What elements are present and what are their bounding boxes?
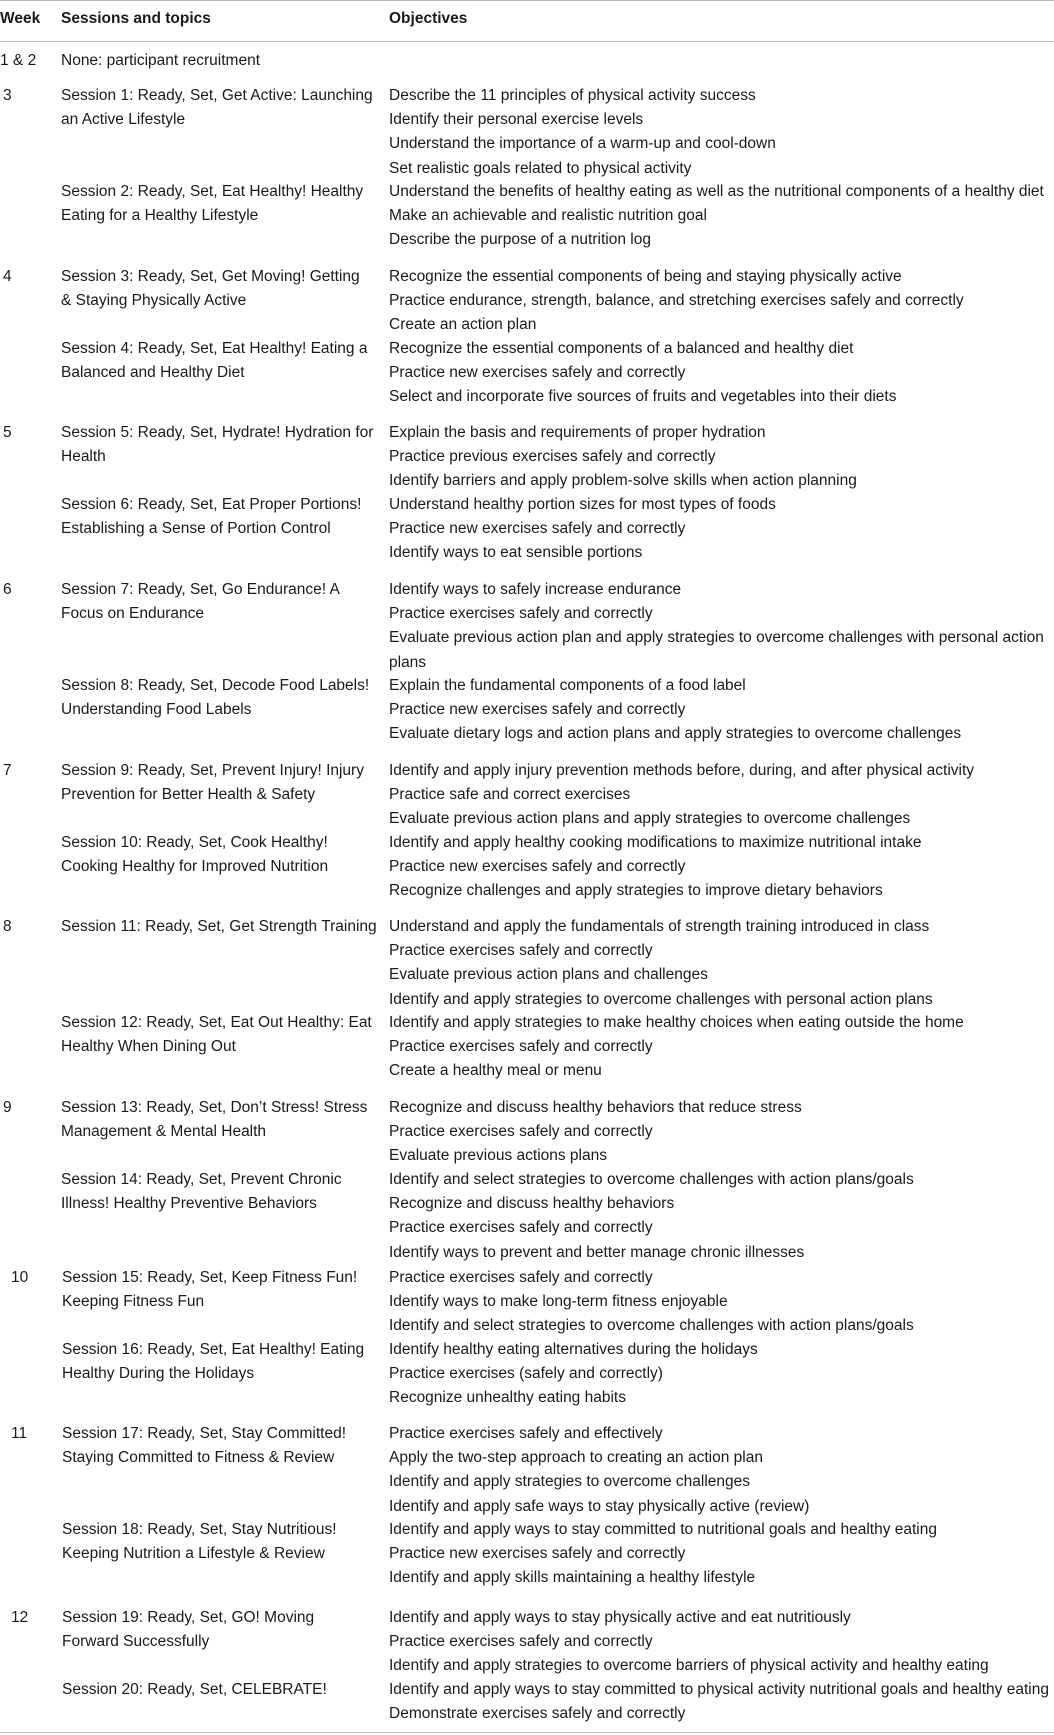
session-title-line: Session 12: Ready, Set, Eat Out Healthy: Eat [61,1014,372,1031]
objective-item: Recognize and discuss healthy behaviors that reduce stress [389,1099,802,1116]
objective-item: Recognize unhealthy eating habits [389,1389,626,1407]
session-title-line: Session 14: Ready, Set, Prevent Chronic [61,1171,342,1188]
objective-item: Identify and apply healthy cooking modifications to maximize nutritional intake [389,834,922,851]
session-title-line: None: participant recruitment [61,52,261,69]
objective-item: Identify ways to make long-term fitness enjoyable [389,1293,728,1311]
session-title-line: Session 13: Ready, Set, Don’t Stress! Stress [61,1099,368,1116]
session-title-line: Staying Committed to Fitness & Review [62,1449,335,1467]
objective-item: Evaluate previous actions plans [389,1147,607,1165]
table-top-rule [0,0,1054,1]
objective-item: Practice new exercises safely and correctly [389,520,686,538]
session-title-line: Session 20: Ready, Set, CELEBRATE! [62,1681,327,1698]
week-cell: 4 [3,268,12,285]
session-title-line: Session 2: Ready, Set, Eat Healthy! Healthy [61,183,364,200]
objective-item: Practice endurance, strength, balance, and stretching exercises safely and correctly [389,292,964,310]
header-week: Week [0,10,41,27]
session-title-line: Keeping Nutrition a Lifestyle & Review [62,1545,325,1563]
objective-item: Describe the purpose of a nutrition log [389,231,651,249]
week-cell: 9 [3,1099,12,1116]
objective-item: Identify and apply strategies to overcome challenges with personal action plans [389,990,933,1008]
objective-item: Identify and select strategies to overcome challenges with action plans/goals [389,1171,914,1188]
objective-item: Identify their personal exercise levels [389,111,644,129]
week-cell: 12 [11,1609,29,1626]
session-title-line: Healthy During the Holidays [62,1365,255,1383]
objective-item: Evaluate previous action plans and apply strategies to overcome challenges [389,810,911,828]
objective-item: Practice exercises safely and correctly [389,1633,653,1651]
objective-item: Make an achievable and realistic nutrition goal [389,207,707,225]
objective-item: Understand healthy portion sizes for most types of foods [389,496,776,513]
session-title-line: Session 17: Ready, Set, Stay Committed! [62,1425,347,1442]
session-title-line: Management & Mental Health [61,1123,267,1141]
objective-item: Identify ways to safely increase endurance [389,581,682,598]
objective-item: Identify and apply strategies to make healthy choices when eating outside the home [389,1014,964,1031]
objective-item: Recognize the essential components of a balanced and healthy diet [389,340,854,357]
objective-item: Practice exercises safely and correctly [389,942,653,960]
objective-item: Practice exercises safely and correctly [389,1269,653,1286]
objective-item: Identify and apply ways to stay physically active and eat nutritiously [389,1609,851,1626]
objective-item: Practice exercises safely and correctly [389,1123,653,1141]
objective-item: Describe the 11 principles of physical activity success [389,87,756,104]
session-title-line: Session 3: Ready, Set, Get Moving! Getting [61,268,360,285]
session-title-line: Session 5: Ready, Set, Hydrate! Hydration for [61,424,374,441]
session-title-line: Session 6: Ready, Set, Eat Proper Portions! [61,496,362,513]
header-objectives: Objectives [389,10,468,27]
objective-item: Understand the importance of a warm-up and cool-down [389,135,776,153]
session-title-line: Session 9: Ready, Set, Prevent Injury! Injury [61,762,364,779]
objective-item: Create an action plan [389,316,537,334]
objective-item: Set realistic goals related to physical activity [389,159,692,177]
session-title-line: Cooking Healthy for Improved Nutrition [61,858,329,876]
week-cell: 1 & 2 [0,52,37,69]
objective-item: Recognize and discuss healthy behaviors [389,1195,675,1213]
week-cell: 11 [11,1425,28,1442]
week-cell: 10 [11,1269,29,1286]
objective-item: Identify healthy eating alternatives during the holidays [389,1341,758,1358]
objective-item: Evaluate dietary logs and action plans and apply strategies to overcome challenges [389,725,962,743]
objective-item: Explain the basis and requirements of proper hydration [389,424,766,441]
session-title-line: Session 11: Ready, Set, Get Strength Training [61,918,377,935]
session-title-line: an Active Lifestyle [61,111,186,129]
objective-item: plans [389,653,427,671]
session-title-line: Prevention for Better Health & Safety [61,786,316,804]
session-title-line: Understanding Food Labels [61,701,252,719]
objective-item: Practice new exercises safely and correctly [389,858,686,876]
objective-item: Explain the fundamental components of a food label [389,677,746,694]
session-title-line: Session 4: Ready, Set, Eat Healthy! Eating a [61,340,368,357]
objective-item: Identify and apply ways to stay committed to nutritional goals and healthy eating [389,1521,937,1538]
objective-item: Recognize the essential components of being and staying physically active [389,268,902,285]
objective-item: Understand and apply the fundamentals of strength training introduced in class [389,918,930,935]
week-cell: 8 [3,918,12,935]
session-title-line: Session 10: Ready, Set, Cook Healthy! [61,834,328,851]
session-title-line: Session 18: Ready, Set, Stay Nutritious! [62,1521,337,1538]
objective-item: Practice exercises safely and effectively [389,1425,663,1442]
objective-item: Identify and apply ways to stay committed to physical activity nutritional goals and healthy eating [389,1681,1049,1698]
objective-item: Select and incorporate five sources of fruits and vegetables into their diets [389,388,897,406]
objective-item: Practice exercises (safely and correctly) [389,1365,663,1383]
objective-item: Evaluate previous action plan and apply strategies to overcome challenges with personal action [389,629,1044,647]
session-title-line: Balanced and Healthy Diet [61,364,245,382]
session-title-line: Illness! Healthy Preventive Behaviors [61,1195,317,1213]
session-title-line: Session 19: Ready, Set, GO! Moving [62,1609,315,1626]
objective-item: Practice exercises safely and correctly [389,605,653,623]
session-title-line: Forward Successfully [62,1633,210,1651]
session-title-line: Health [61,448,106,466]
session-title-line: Session 7: Ready, Set, Go Endurance! A [61,581,340,598]
session-title-line: Session 1: Ready, Set, Get Active: Launching [61,87,373,104]
objective-item: Identify ways to eat sensible portions [389,544,643,562]
week-cell: 5 [3,424,12,441]
objective-item: Identify ways to prevent and better manage chronic illnesses [389,1243,805,1261]
objective-item: Identify and apply strategies to overcome barriers of physical activity and healthy eating [389,1657,989,1675]
objective-item: Identify and apply injury prevention methods before, during, and after physical activity [389,762,975,779]
objective-item: Practice exercises safely and correctly [389,1038,653,1056]
objective-item: Evaluate previous action plans and challenges [389,966,708,984]
objective-item: Identify and select strategies to overcome challenges with action plans/goals [389,1317,914,1335]
table-bottom-rule [0,1732,1054,1733]
session-title-line: Healthy When Dining Out [61,1038,236,1056]
header-bottom-rule [0,41,1054,42]
header-sessions: Sessions and topics [61,10,211,27]
objective-item: Identify barriers and apply problem-solve skills when action planning [389,472,857,490]
session-title-line: Session 15: Ready, Set, Keep Fitness Fun! [62,1269,358,1286]
objective-item: Identify and apply skills maintaining a healthy lifestyle [389,1569,756,1587]
week-cell: 7 [3,762,12,779]
objective-item: Demonstrate exercises safely and correctly [389,1705,686,1723]
objective-item: Create a healthy meal or menu [389,1062,602,1080]
objective-item: Recognize challenges and apply strategies to improve dietary behaviors [389,882,883,900]
session-title-line: Eating for a Healthy Lifestyle [61,207,259,225]
week-cell: 3 [3,87,12,104]
objective-item: Identify and apply safe ways to stay physically active (review) [389,1497,810,1515]
session-title-line: & Staying Physically Active [61,292,247,310]
session-title-line: Session 8: Ready, Set, Decode Food Labels! [61,677,370,694]
objective-item: Practice new exercises safely and correctly [389,701,686,719]
objective-item: Practice safe and correct exercises [389,786,631,804]
objective-item: Practice exercises safely and correctly [389,1219,653,1237]
objective-item: Apply the two-step approach to creating an action plan [389,1449,763,1467]
session-title-line: Establishing a Sense of Portion Control [61,520,331,538]
objective-item: Understand the benefits of healthy eating as well as the nutritional components of a healthy diet [389,183,1044,200]
objective-item: Practice new exercises safely and correctly [389,1545,686,1563]
objective-item: Practice new exercises safely and correctly [389,364,686,382]
session-title-line: Session 16: Ready, Set, Eat Healthy! Eating [62,1341,365,1358]
week-cell: 6 [3,581,12,598]
session-title-line: Focus on Endurance [61,605,205,623]
session-title-line: Keeping Fitness Fun [62,1293,205,1311]
objective-item: Identify and apply strategies to overcome challenges [389,1473,751,1491]
objective-item: Practice previous exercises safely and correctly [389,448,716,466]
